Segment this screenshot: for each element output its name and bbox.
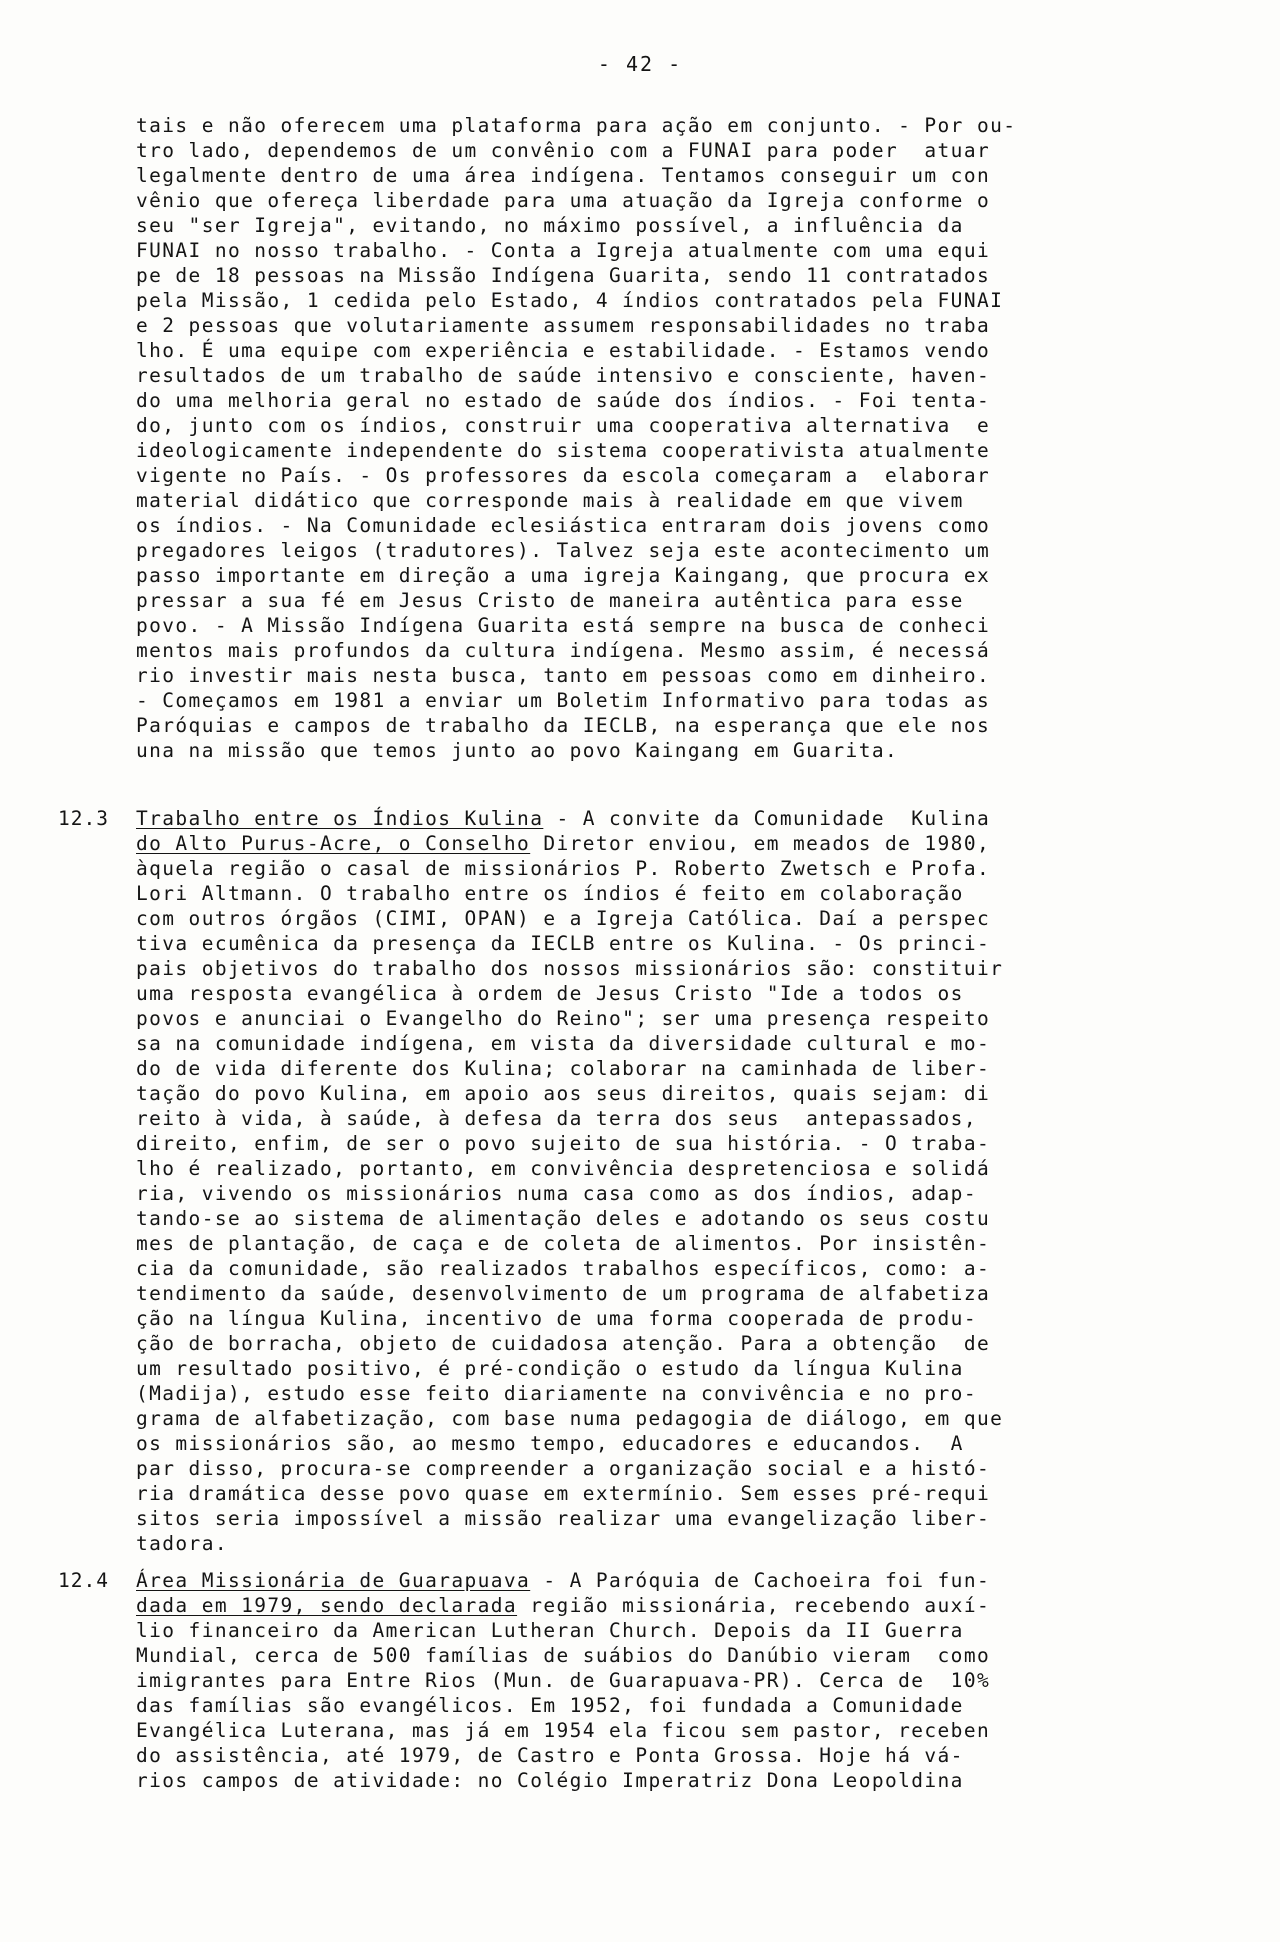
section-12-3-line: Lori Altmann. O trabalho entre os índios é feito em colaboração — [136, 882, 964, 905]
section-12-3-line: com outros órgãos (CIMI, OPAN) e a Igreja Católica. Daí a perspec — [136, 907, 991, 930]
section-12-3-line: um resultado positivo, é pré-condição o estudo da língua Kulina — [136, 1357, 964, 1380]
section-number-12-4: 12.4 — [58, 1569, 109, 1592]
section-12-3-line: mes de plantação, de caça e de coleta de alimentos. Por insistên- — [136, 1232, 991, 1255]
intro-line: pregadores leigos (tradutores). Talvez seja este acontecimento um — [136, 539, 991, 562]
section-12-3-line: tação do povo Kulina, em apoio aos seus direitos, quais sejam: di — [136, 1082, 991, 1105]
section-12-4-line: Evangélica Luterana, mas já em 1954 ela ficou sem pastor, receben — [136, 1719, 991, 1742]
intro-line: mentos mais profundos da cultura indígena. Mesmo assim, é necessá — [136, 639, 991, 662]
intro-line: passo importante em direção a uma igreja Kaingang, que procura ex — [136, 564, 991, 587]
section-12-3-line: tiva ecumênica da presença da IECLB entre os Kulina. - Os princi- — [136, 932, 991, 955]
section-12-3-line: sitos seria impossível a missão realizar uma evangelização liber- — [136, 1507, 991, 1530]
section-12-3-line-2 — [136, 831, 990, 856]
section-12-4-line: lio financeiro da American Lutheran Church. Depois da II Guerra — [136, 1619, 964, 1642]
section-number-12-3: 12.3 — [58, 807, 109, 830]
section-12-3-line: ção de borracha, objeto de cuidadosa atenção. Para a obtenção de — [136, 1332, 991, 1355]
intro-line: pe de 18 pessoas na Missão Indígena Guarita, sendo 11 contratados — [136, 264, 991, 287]
section-12-4-line: imigrantes para Entre Rios (Mun. de Guarapuava-PR). Cerca de 10% — [136, 1669, 991, 1692]
section-12-3-heading-cont: do Alto Purus-Acre, o Conselho — [136, 832, 531, 855]
section-12-3-line-1-text: - A convite da Comunidade Kulina — [543, 807, 991, 830]
section-12-3-line: ção na língua Kulina, incentivo de uma forma cooperada de produ- — [136, 1307, 977, 1330]
section-12-4-line: das famílias são evangélicos. Em 1952, foi fundada a Comunidade — [136, 1694, 964, 1717]
intro-line: lho. É uma equipe com experiência e estabilidade. - Estamos vendo — [136, 339, 991, 362]
intro-line: ideologicamente independente do sistema cooperativista atualmente — [136, 439, 991, 462]
section-12-3-line: sa na comunidade indígena, em vista da diversidade cultural e mo- — [136, 1032, 991, 1055]
intro-line: vigente no País. - Os professores da escola começaram a elaborar — [136, 464, 991, 487]
section-12-3-line-1 — [136, 806, 990, 831]
intro-line: FUNAI no nosso trabalho. - Conta a Igreja atualmente com uma equi — [136, 239, 991, 262]
section-12-4-heading: Área Missionária de Guarapuava — [136, 1569, 531, 1592]
section-12-4-line: Mundial, cerca de 500 famílias de suábios do Danúbio vieram como — [136, 1644, 991, 1667]
section-12-4-line: rios campos de atividade: no Colégio Imperatriz Dona Leopoldina — [136, 1769, 964, 1792]
section-12-4-line-2 — [136, 1593, 990, 1618]
intro-line: seu "ser Igreja", evitando, no máximo possível, a influência da — [136, 214, 964, 237]
intro-line: - Começamos em 1981 a enviar um Boletim Informativo para todas as — [136, 689, 991, 712]
intro-line: una na missão que temos junto ao povo Kaingang em Guarita. — [136, 739, 899, 762]
section-12-4-heading-cont: dada em 1979, sendo declarada — [136, 1594, 518, 1617]
intro-line: pela Missão, 1 cedida pelo Estado, 4 índios contratados pela FUNAI — [136, 289, 1004, 312]
section-12-3-line: par disso, procura-se compreender a organização social e a histó- — [136, 1457, 991, 1480]
intro-line: resultados de um trabalho de saúde intensivo e consciente, haven- — [136, 364, 991, 387]
section-12-3-line: os missionários são, ao mesmo tempo, educadores e educandos. A — [136, 1432, 964, 1455]
section-12-3-line: (Madija), estudo esse feito diariamente na convivência e no pro- — [136, 1382, 977, 1405]
section-12-4-line: do assistência, até 1979, de Castro e Ponta Grossa. Hoje há vá- — [136, 1744, 964, 1767]
intro-line: e 2 pessoas que volutariamente assumem responsabilidades no traba — [136, 314, 991, 337]
intro-line: Paróquias e campos de trabalho da IECLB, na esperança que ele nos — [136, 714, 991, 737]
intro-line: material didático que corresponde mais à realidade em que vivem — [136, 489, 964, 512]
intro-line: do uma melhoria geral no estado de saúde dos índios. - Foi tenta- — [136, 389, 991, 412]
page-number: - 42 - — [597, 52, 683, 76]
section-12-3-line: cia da comunidade, são realizados trabalhos específicos, como: a- — [136, 1257, 991, 1280]
section-12-3-line: povos e anunciai o Evangelho do Reino"; ser uma presença respeito — [136, 1007, 991, 1030]
section-12-3-line: lho é realizado, portanto, em convivência despretenciosa e solidá — [136, 1157, 991, 1180]
intro-line: vênio que ofereça liberdade para uma atuação da Igreja conforme o — [136, 189, 991, 212]
section-12-3-line: grama de alfabetização, com base numa pedagogia de diálogo, em que — [136, 1407, 1004, 1430]
section-12-3-line: reito à vida, à saúde, à defesa da terra dos seus antepassados, — [136, 1107, 977, 1130]
intro-line: pressar a sua fé em Jesus Cristo de maneira autêntica para esse — [136, 589, 964, 612]
section-12-3-line: tadora. — [136, 1532, 228, 1555]
section-12-3-line: direito, enfim, de ser o povo sujeito de sua história. - O traba- — [136, 1132, 991, 1155]
intro-line: tais e não oferecem uma plataforma para ação em conjunto. - Por ou- — [136, 114, 1017, 137]
intro-line: povo. - A Missão Indígena Guarita está sempre na busca de conheci — [136, 614, 991, 637]
intro-line: tro lado, dependemos de um convênio com a FUNAI para poder atuar — [136, 139, 991, 162]
section-12-3-line: tando-se ao sistema de alimentação deles e adotando os seus costu — [136, 1207, 991, 1230]
section-12-3-line: àquela região o casal de missionários P. Roberto Zwetsch e Profa. — [136, 857, 991, 880]
section-12-3-line: uma resposta evangélica à ordem de Jesus Cristo "Ide a todos os — [136, 982, 964, 1005]
section-12-3-line-2-text: Diretor enviou, em meados de 1980, — [530, 832, 991, 855]
section-12-4-line-1 — [136, 1568, 990, 1593]
intro-line: os índios. - Na Comunidade eclesiástica entraram dois jovens como — [136, 514, 991, 537]
intro-line: legalmente dentro de uma área indígena. Tentamos conseguir um con — [136, 164, 991, 187]
section-12-3-line: tendimento da saúde, desenvolvimento de um programa de alfabetiza — [136, 1282, 991, 1305]
intro-line: do, junto com os índios, construir uma cooperativa alternativa e — [136, 414, 991, 437]
section-12-3-heading: Trabalho entre os Índios Kulina — [136, 807, 544, 830]
section-12-3-line: ria, vivendo os missionários numa casa como as dos índios, adap- — [136, 1182, 977, 1205]
section-12-3-line: ria dramática desse povo quase em extermínio. Sem esses pré-requi — [136, 1482, 991, 1505]
section-12-4-line-1-text: - A Paróquia de Cachoeira foi fun- — [530, 1569, 991, 1592]
intro-line: rio investir mais nesta busca, tanto em pessoas como em dinheiro. — [136, 664, 991, 687]
section-12-3-line: pais objetivos do trabalho dos nossos missionários são: constituir — [136, 957, 1004, 980]
section-12-3-line: do de vida diferente dos Kulina; colaborar na caminhada de liber- — [136, 1057, 991, 1080]
section-12-4-line-2-text: região missionária, recebendo auxí- — [517, 1594, 991, 1617]
